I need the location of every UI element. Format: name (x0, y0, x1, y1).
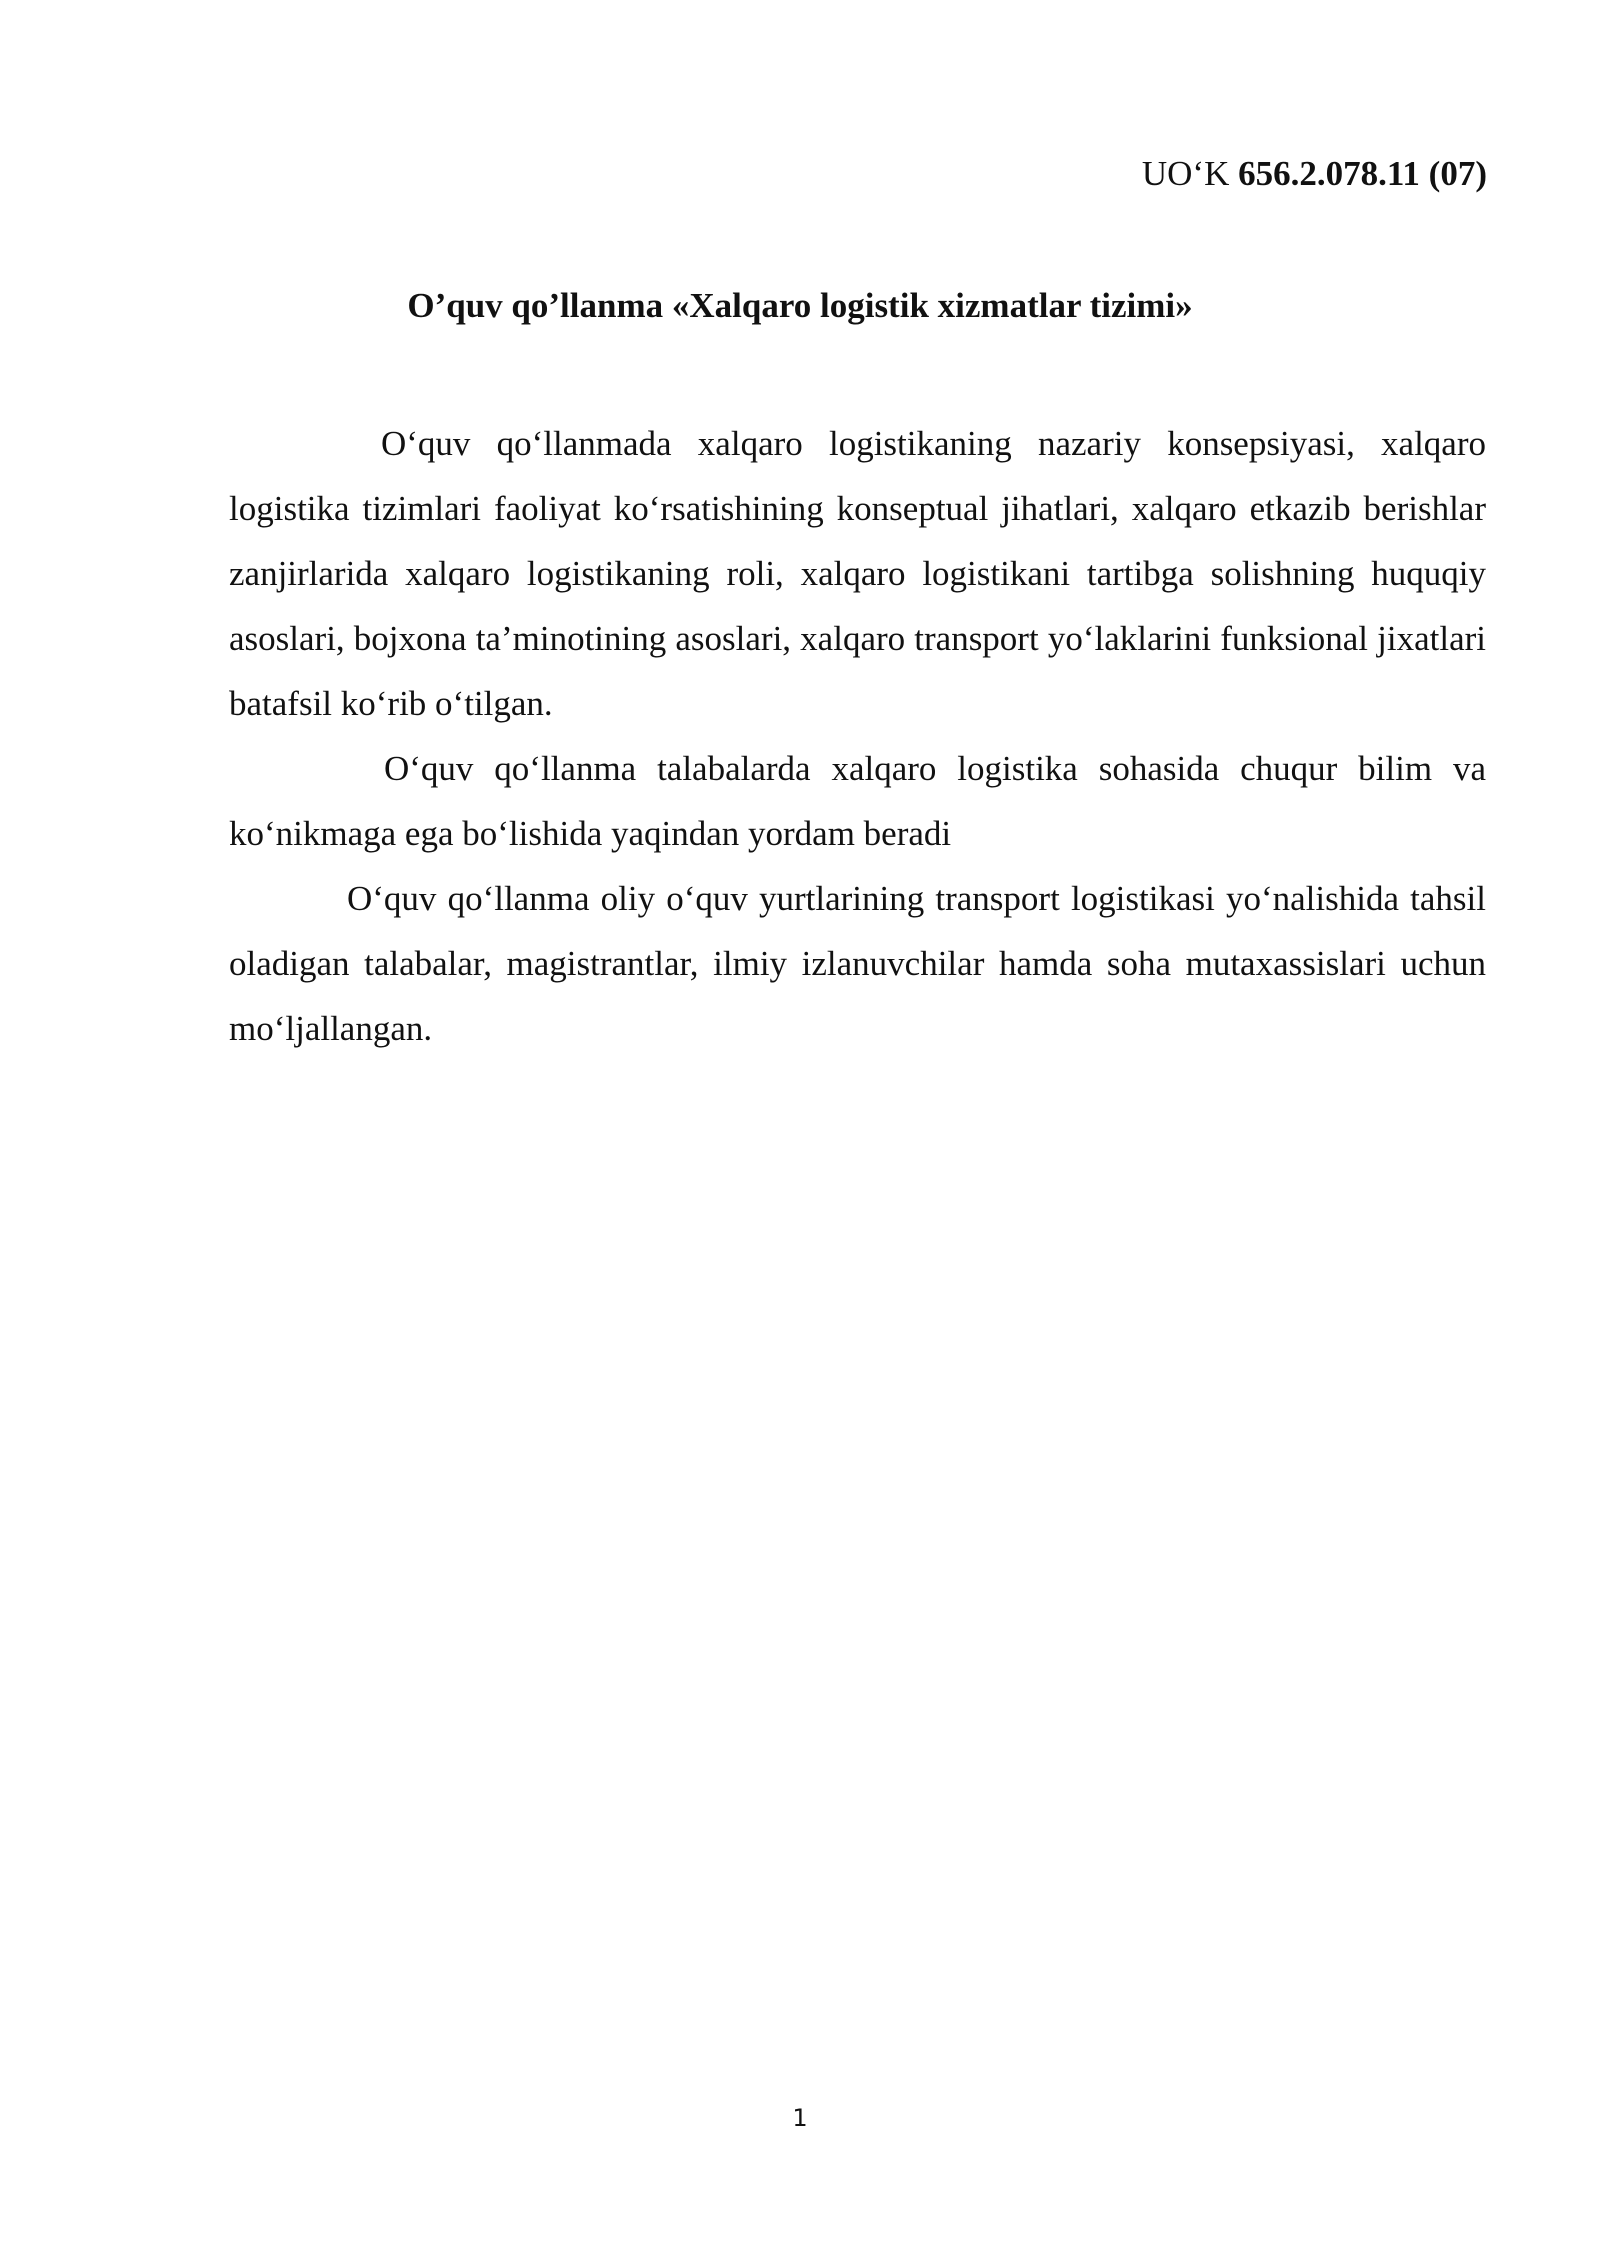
udc-prefix: UO‘K (1141, 154, 1239, 193)
document-title: O’quv qo’llanma «Xalqaro logistik xizmatlar tizimi» (407, 286, 1193, 325)
udc-code: 656.2.078.11 (07) (1238, 154, 1487, 193)
udc-classification (1142, 152, 1487, 196)
body-paragraph-1: O‘quv qo‘llanmada xalqaro logistikaning nazariy konsepsiyasi, xalqaro logistika tizimlari faoliyat ko‘rsatishining konseptual jihatlari, xalqaro etkazib berishlar zanjirlarida xalqaro logistikaning roli, xalqaro logistikani tartibga solishning huquqiy asoslari, bojxona ta’minotining asoslari, xalqaro transport yo‘laklarini funksional jixatlari batafsil ko‘rib o‘tilgan. (229, 424, 1486, 723)
body-paragraph-3: O‘quv qo‘llanma oliy o‘quv yurtlarining transport logistikasi yo‘nalishida tahsil oladigan talabalar, magistrantlar, ilmiy izlanuvchilar hamda soha mutaxassislari uchun mo‘ljallangan. (229, 879, 1486, 1048)
body-paragraph-2: O‘quv qo‘llanma talabalarda xalqaro logistika sohasida chuqur bilim va ko‘nikmaga ega bo‘lishida yaqindan yordam beradi (229, 749, 1486, 853)
page-number: 1 (792, 2104, 808, 2132)
document-body (229, 411, 1486, 1061)
